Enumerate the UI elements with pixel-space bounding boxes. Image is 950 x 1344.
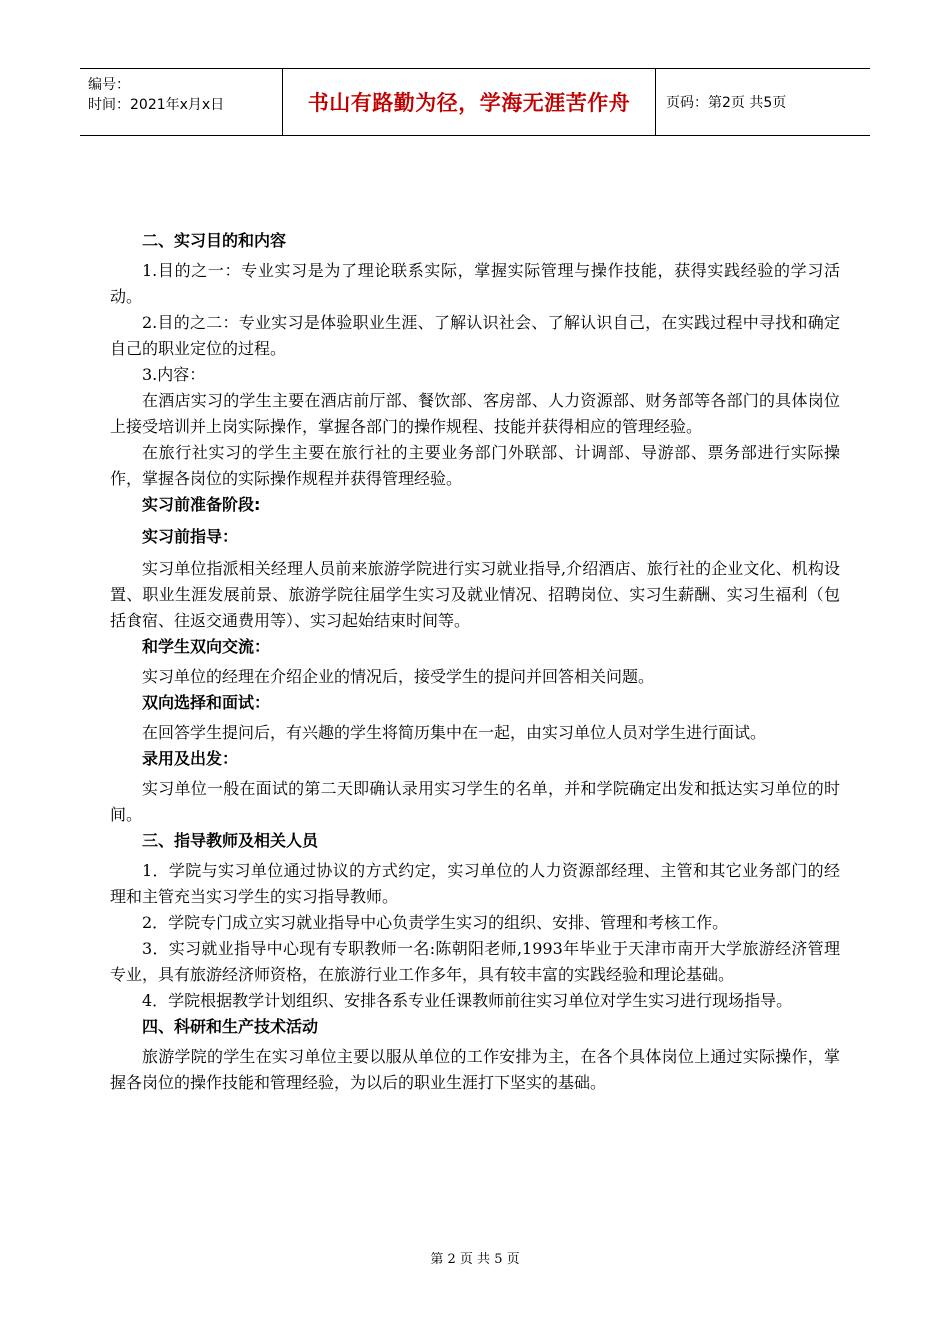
exchange-heading: 和学生双向交流： (142, 637, 271, 656)
section-2-paragraph-5: 在旅行社实习的学生主要在旅行社的主要业务部门外联部、计调部、导游部、票务部进行实际操作，掌握各岗位的实际操作规程并获得管理经验。 (110, 443, 840, 488)
hire-paragraph: 实习单位一般在面试的第二天即确认录用实习学生的名单，并和学院确定出发和抵达实习单位的时间。 (110, 779, 840, 824)
section-3-paragraph-2: 2．学院专门成立实习就业指导中心负责学生实习的组织、安排、管理和考核工作。 (142, 913, 729, 932)
guidance-heading: 实习前指导： (142, 527, 239, 546)
section-2-paragraph-2: 2.目的之二：专业实习是体验职业生涯、了解认识社会、了解认识自己，在实践过程中寻找和确定自己的职业定位的过程。 (110, 313, 840, 358)
document-body (110, 228, 840, 1096)
section-2-paragraph-3: 3.内容： (142, 365, 206, 384)
footer-page-number: 第 2 页 共 5 页 (430, 1252, 520, 1267)
header-motto: 书山有路勤为径，学海无涯苦作舟 (307, 91, 631, 115)
header-motto-cell (283, 69, 656, 135)
guidance-paragraph: 实习单位指派相关经理人员前来旅游学院进行实习就业指导,介绍酒店、旅行社的企业文化、机构设置、职业生涯发展前景、旅游学院往届学生实习及就业情况、招聘岗位、实习生薪酬、实习生福利（包括食宿、往返交通费用等）、实习起始结束时间等。 (110, 559, 840, 630)
document-date-label: 时间：2021年x月x日 (88, 97, 225, 113)
header-page-cell (656, 69, 870, 135)
hire-heading: 录用及出发： (142, 749, 239, 768)
section-3-heading: 三、指导教师及相关人员 (142, 831, 319, 850)
header-page-label: 页码：第2页 共5页 (666, 95, 787, 111)
section-2-paragraph-1: 1.目的之一：专业实习是为了理论联系实际，掌握实际管理与操作技能，获得实践经验的学习活动。 (110, 261, 840, 306)
section-2-paragraph-4: 在酒店实习的学生主要在酒店前厅部、餐饮部、客房部、人力资源部、财务部等各部门的具体岗位上接受培训并上岗实际操作，掌握各部门的操作规程、技能并获得相应的管理经验。 (110, 391, 840, 436)
section-4-heading: 四、科研和生产技术活动 (142, 1017, 319, 1036)
page-footer (0, 1248, 950, 1267)
document-number-label: 编号： (88, 77, 130, 93)
exchange-paragraph: 实习单位的经理在介绍企业的情况后，接受学生的提问并回答相关问题。 (142, 667, 655, 686)
section-4-paragraph-1: 旅游学院的学生在实习单位主要以服从单位的工作安排为主，在各个具体岗位上通过实际操作，掌握各岗位的操作技能和管理经验，为以后的职业生涯打下坚实的基础。 (110, 1047, 840, 1092)
selection-heading: 双向选择和面试： (142, 693, 271, 712)
prep-stage-heading: 实习前准备阶段: (142, 495, 261, 514)
page-header (80, 68, 870, 136)
header-meta (80, 69, 283, 135)
section-2-heading: 二、实习目的和内容 (142, 231, 287, 250)
section-3-paragraph-1: 1．学院与实习单位通过协议的方式约定，实习单位的人力资源部经理、主管和其它业务部门的经理和主管充当实习学生的实习指导教师。 (110, 861, 840, 906)
selection-paragraph: 在回答学生提问后，有兴趣的学生将简历集中在一起，由实习单位人员对学生进行面试。 (142, 723, 767, 742)
section-3-paragraph-3: 3．实习就业指导中心现有专职教师一名:陈朝阳老师,1993年毕业于天津市南开大学旅游经济管理专业，具有旅游经济师资格，在旅游行业工作多年，具有较丰富的实践经验和理论基础。 (110, 939, 840, 984)
section-3-paragraph-4: 4．学院根据教学计划组织、安排各系专业任课教师前往实习单位对学生实习进行现场指导。 (142, 991, 793, 1010)
